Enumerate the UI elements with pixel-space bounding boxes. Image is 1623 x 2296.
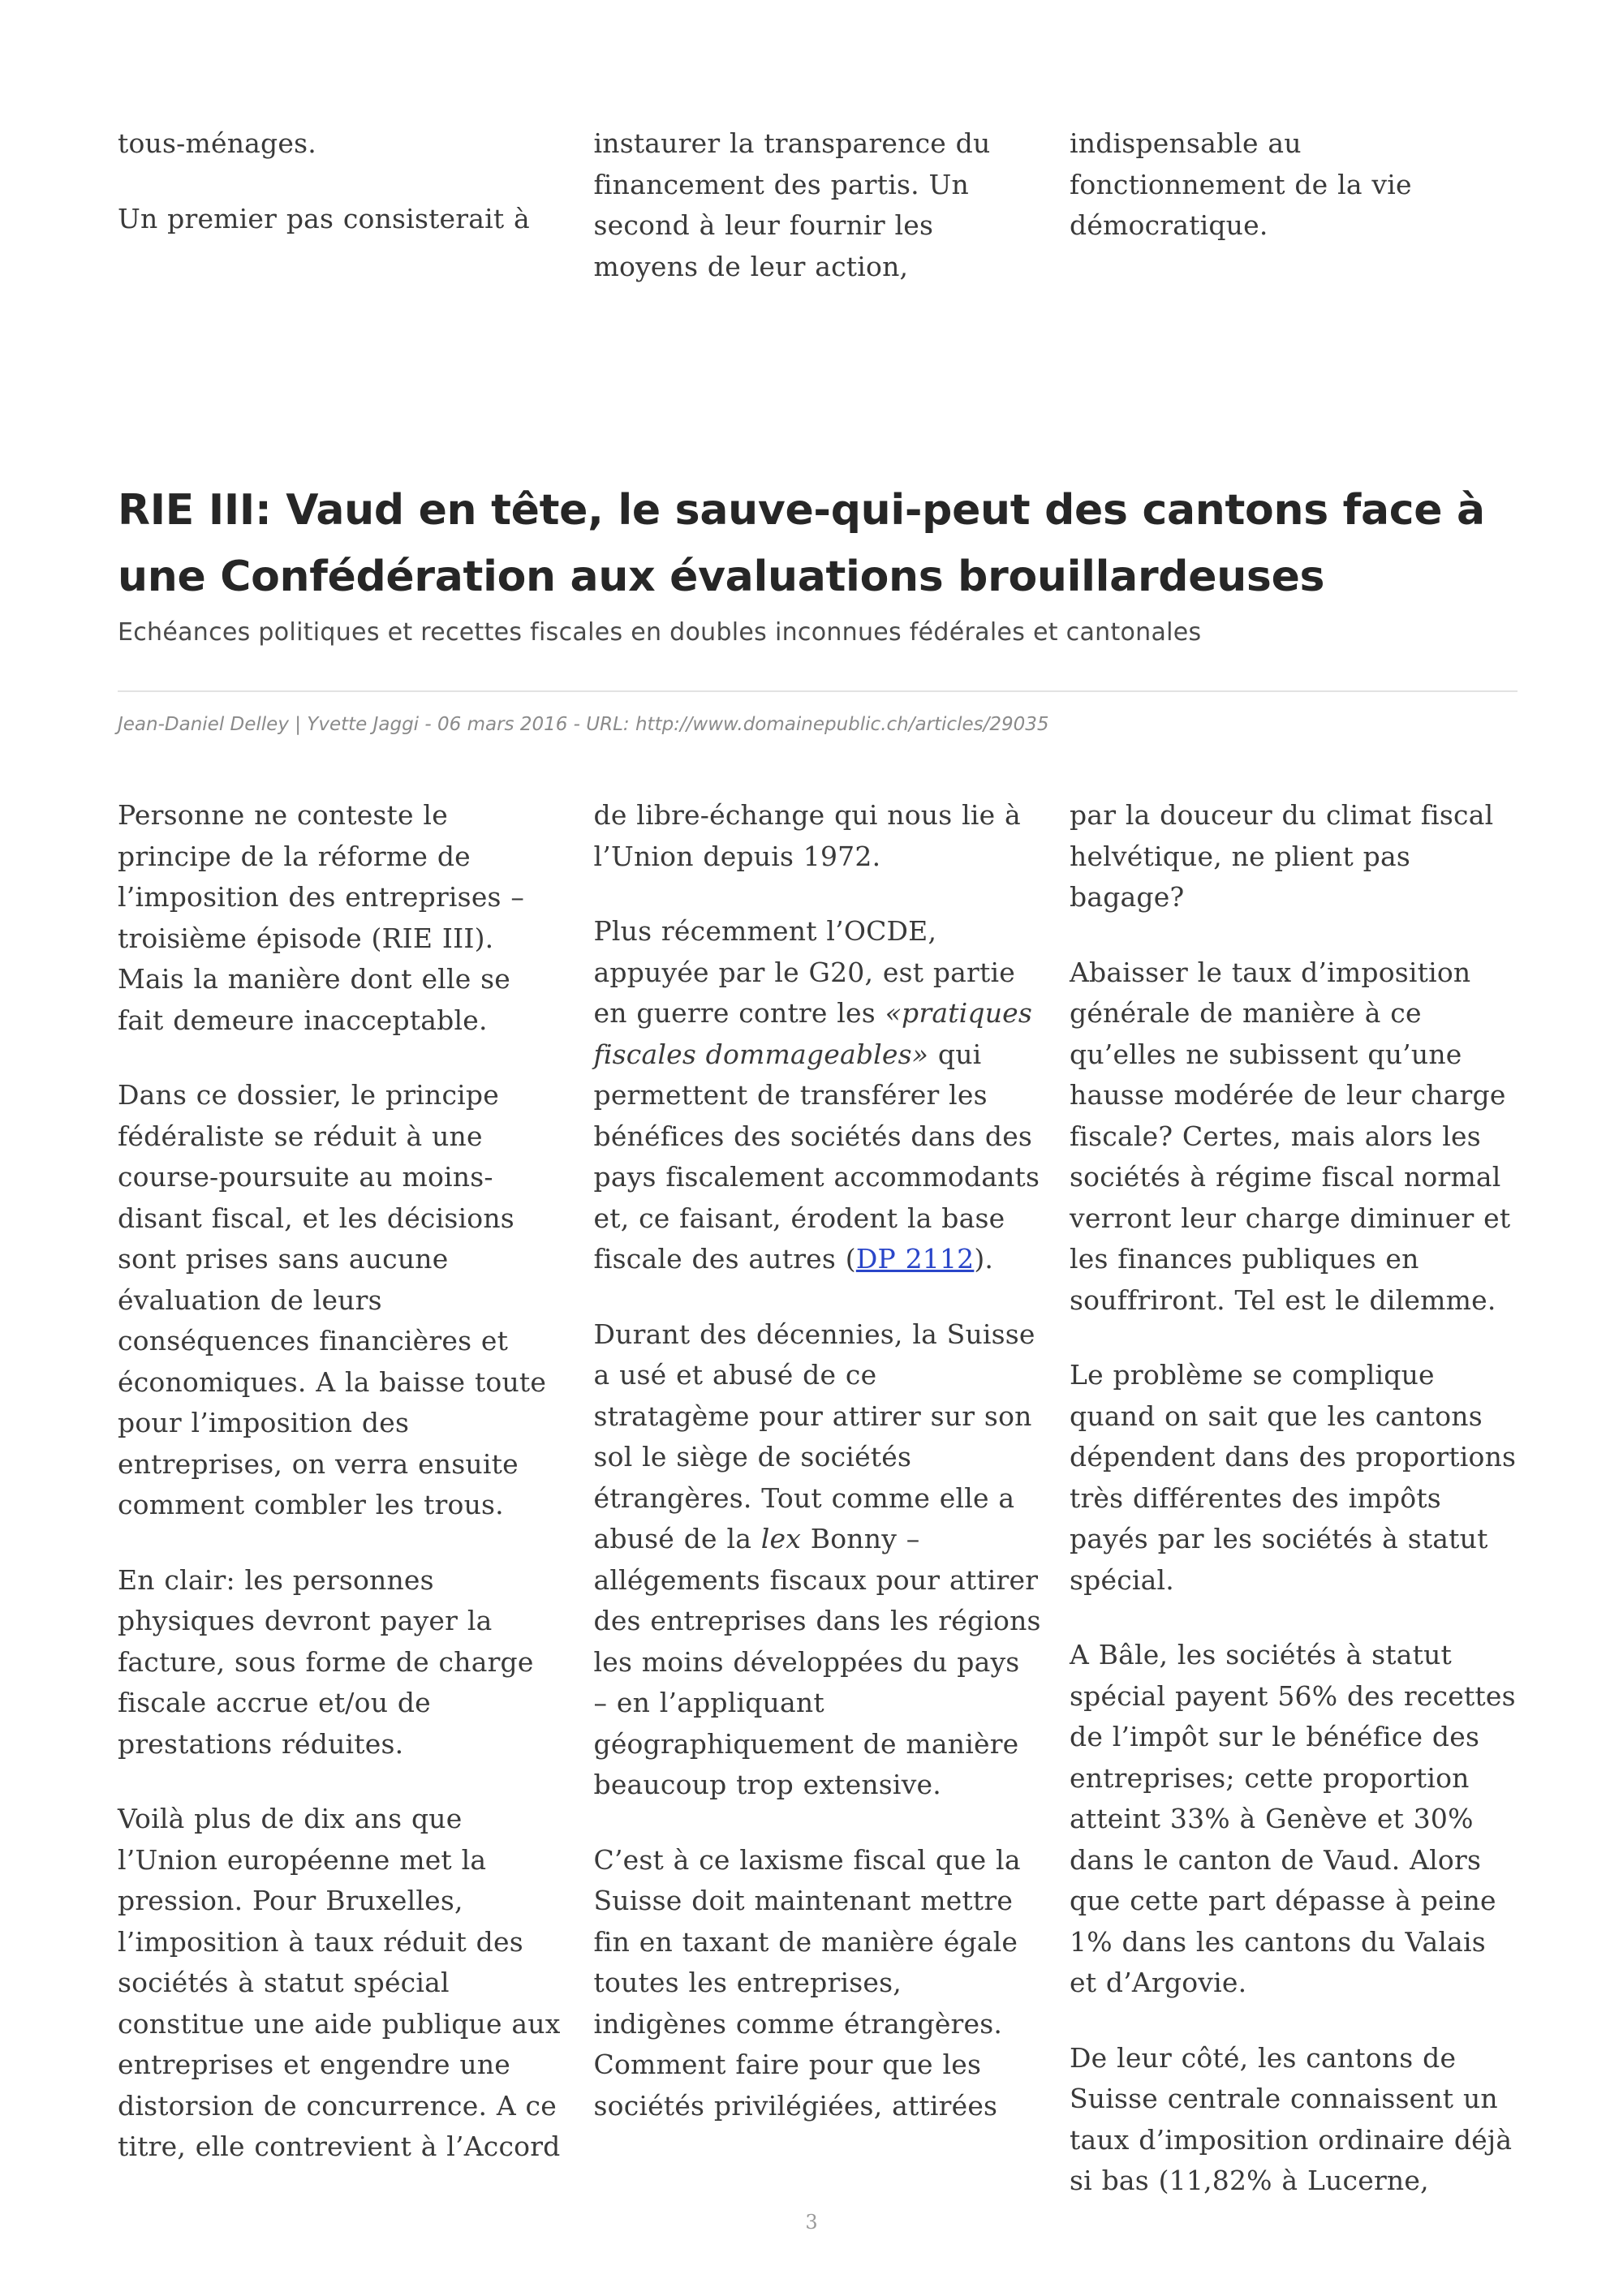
paragraph: Voilà plus de dix ans que l’Union européenne met la pression. Pour Bruxelles, l’imposition à taux réduit des sociétés à statut spécial constitue une aide publique aux entreprises et engendre une distorsion de concurrence. A ce titre, elle contrevient à l’Accord — [118, 1803, 561, 2162]
top-column-1 — [118, 123, 566, 321]
paragraph: indispensable au fonctionnement de la vie démocratique. — [1070, 127, 1412, 241]
paragraph: C’est à ce laxisme fiscal que la Suisse doit maintenant mettre fin en taxant de manière égale toutes les entreprises, indigènes comme étrangères. Comment faire pour que les sociétés privilégiées, attirées — [593, 1843, 1021, 2122]
paragraph: tous-ménages. — [118, 127, 316, 159]
divider — [118, 690, 1518, 692]
top-column-3 — [1070, 123, 1518, 321]
paragraph: par la douceur du climat fiscal helvétique, ne plient pas bagage? — [1070, 799, 1494, 913]
top-column-2 — [594, 123, 1042, 321]
article-title: RIE III: Vaud en tête, le sauve-qui-peut des cantons face à une Confédération aux évaluations brouillardeuses — [118, 486, 1485, 601]
paragraph: Personne ne conteste le principe de la réforme de l’imposition des entreprises – troisième épisode (RIE III). Mais la manière dont elle se fait demeure inacceptable. — [118, 799, 525, 1036]
paragraph: De leur côté, les cantons de Suisse centrale connaissent un taux d’imposition ordinaire déjà si bas (11,82% à Lucerne, — [1070, 2041, 1513, 2196]
text-run: qui permettent de transférer les bénéfices des sociétés dans des pays fiscalement accommodants et, ce faisant, érodent la base fiscale des autres ( — [593, 1038, 1040, 1275]
text-run: ). — [974, 1243, 994, 1275]
paragraph — [594, 1314, 1042, 1806]
paragraph: Un premier pas consisterait à — [118, 202, 530, 234]
paragraph: instaurer la transparence du financement des partis. Un second à leur fournir les moyens de leur action, — [593, 127, 991, 282]
article-byline: Jean-Daniel Delley | Yvette Jaggi - 06 mars 2016 - URL: http://www.domainepublic.ch/articles/29035 — [118, 714, 1049, 735]
paragraph: Abaisser le taux d’imposition générale de manière à ce qu’elles ne subissent qu’une hausse modérée de leur charge fiscale? Certes, mais alors les sociétés à régime fiscal normal verront leur charge diminuer et les finances publiques en souffriront. Tel est le dilemme. — [1070, 956, 1511, 1316]
paragraph: de libre-échange qui nous lie à l’Union depuis 1972. — [593, 799, 1021, 872]
paragraph: En clair: les personnes physiques devront payer la facture, sous forme de charge fiscale accrue et/ou de prestations réduites. — [118, 1563, 534, 1760]
paragraph: Le problème se complique quand on sait que les cantons dépendent dans des proportions très différentes des impôts payés par les sociétés à statut spécial. — [1070, 1359, 1517, 1596]
text-run: Plus récemment l’OCDE, appuyée par le G20, est partie en guerre contre les — [593, 915, 1015, 1029]
page-number: 3 — [805, 2211, 818, 2234]
body-column-1 — [118, 795, 566, 2236]
article-body — [118, 795, 1518, 2236]
article-subtitle: Echéances politiques et recettes fiscales en doubles inconnues fédérales et cantonales — [118, 618, 1202, 647]
text-run: Bonny – allégements fiscaux pour attirer des entreprises dans les régions les moins développées du pays – en l’appliquant géographiquement de manière beaucoup trop extensive. — [593, 1523, 1041, 1800]
paragraph: Dans ce dossier, le principe fédéraliste se réduit à une course-poursuite au moins-disant fiscal, et les décisions sont prises sans aucune évaluation de leurs conséquences financières et économiques. A la baisse toute pour l’imposition des entreprises, on verra ensuite comment combler les trous. — [118, 1079, 547, 1520]
previous-article-continuation — [118, 123, 1518, 321]
paragraph: A Bâle, les sociétés à statut spécial payent 56% des recettes de l’impôt sur le bénéfice des entreprises; cette proportion atteint 33% à Genève et 30% dans le canton de Vaud. Alors que cette part dépasse à peine 1% dans les cantons du Valais et d’Argovie. — [1070, 1639, 1516, 1998]
paragraph — [594, 911, 1042, 1280]
body-column-3 — [1070, 795, 1518, 2236]
dp-2112-link[interactable]: DP 2112 — [855, 1243, 975, 1275]
lex-emphasis: lex — [760, 1523, 802, 1554]
quote-emphasis: «pratiques fiscales dommageables» — [593, 997, 1033, 1070]
text-run: Durant des décennies, la Suisse a usé et abusé de ce stratagème pour attirer sur son sol le siège de sociétés étrangères. Tout comme elle a abusé de la — [593, 1318, 1035, 1554]
body-column-2 — [594, 795, 1042, 2236]
